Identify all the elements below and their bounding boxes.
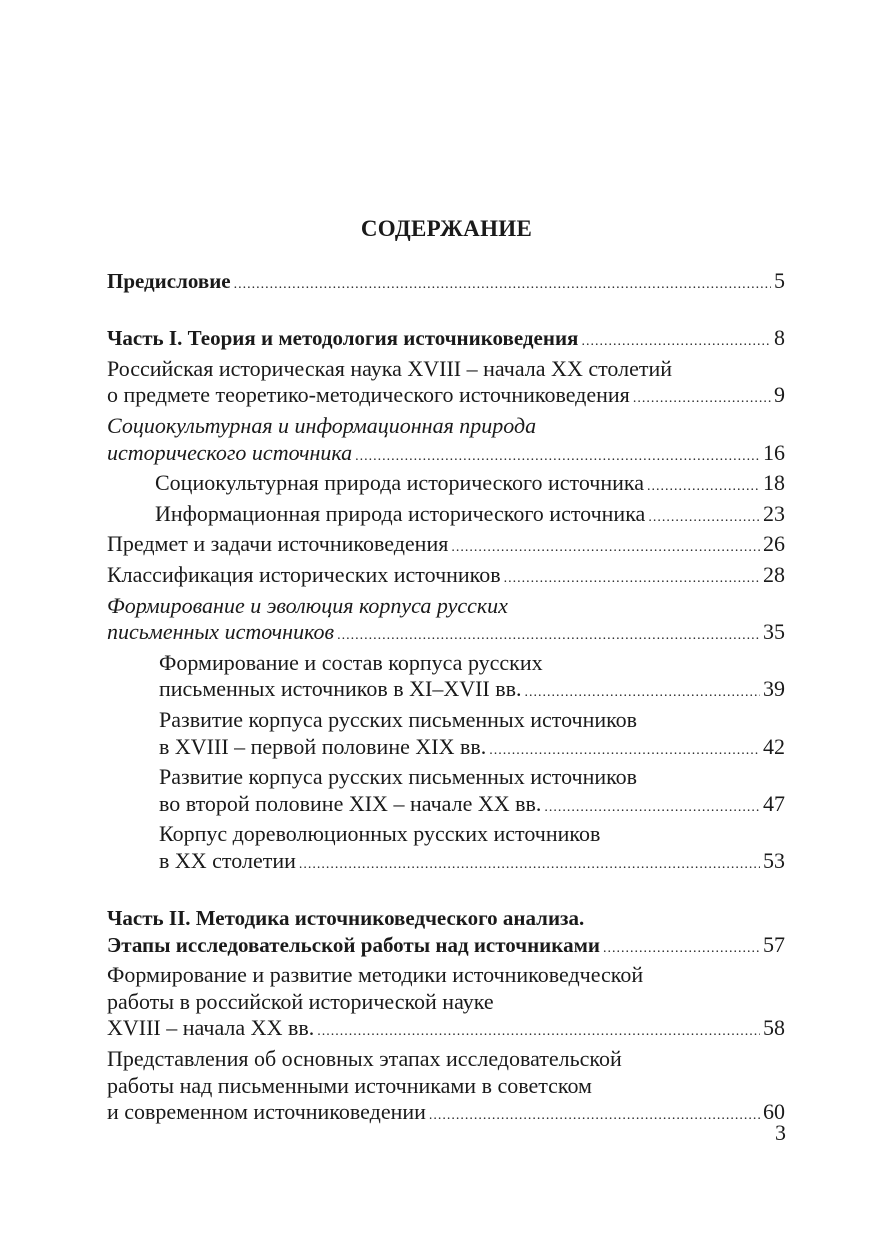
dot-leader — [633, 386, 771, 413]
dot-leader — [647, 474, 760, 501]
toc-entry-title: Формирование и состав корпуса русских — [159, 649, 543, 675]
dot-leader — [581, 329, 771, 356]
toc-entry-title: Часть II. Методика источниковедческого анализа. — [107, 906, 585, 931]
toc-entry-title-cont: XVIII – начала XX вв. — [107, 1015, 315, 1041]
toc-entry-title: Развитие корпуса русских письменных источников — [159, 764, 638, 790]
toc-entry-part-1[interactable] — [107, 325, 785, 356]
toc-entry-preface[interactable] — [107, 268, 785, 299]
dot-leader — [603, 936, 760, 963]
toc-entry-part-2[interactable] — [107, 905, 785, 962]
toc-entry-title-cont: и современном источниковедении — [107, 1099, 426, 1125]
toc-subentry-xviii-xix[interactable] — [107, 707, 785, 764]
dot-leader — [544, 795, 760, 822]
dot-leader — [504, 566, 760, 593]
toc-entry-title: Российская историческая наука XVIII – начала XX столетий — [107, 355, 673, 381]
toc-subentry-xix-xx[interactable] — [107, 764, 785, 821]
toc-entry-title: Предисловие — [107, 269, 231, 293]
toc-entry-title: Часть I. Теория и методология источниковедения — [107, 326, 579, 351]
toc-entry-title: Предмет и задачи источниковедения — [107, 531, 449, 557]
page-title: СОДЕРЖАНИЕ — [360, 216, 533, 241]
dot-leader — [337, 623, 760, 650]
toc-page-number: 53 — [763, 847, 785, 873]
dot-leader — [525, 680, 760, 707]
toc-subentry-informational[interactable] — [107, 501, 785, 532]
toc-entry-title: Классификация исторических источников — [107, 561, 501, 587]
page-folio-number: 3 — [775, 1120, 786, 1145]
toc-entry-russian-historical-science[interactable] — [107, 356, 785, 413]
toc-entry-title-cont: исторического источника — [107, 439, 353, 465]
toc-entry-title: Корпус дореволюционных русских источников — [159, 821, 601, 847]
dot-leader — [234, 272, 771, 299]
toc-entry-title-cont: работы в российской исторической науке — [107, 988, 494, 1014]
toc-page-number: 42 — [763, 733, 785, 759]
toc-page-number: 39 — [763, 676, 785, 702]
toc-subentry-sociocultural[interactable] — [107, 470, 785, 501]
toc-subentry-xx-century[interactable] — [107, 821, 785, 878]
dot-leader — [429, 1103, 760, 1130]
toc-page-number: 8 — [774, 325, 785, 351]
toc-entry-sociocultural-nature[interactable] — [107, 413, 785, 470]
toc-entry-corpus-formation[interactable] — [107, 593, 785, 650]
toc-subentry-xi-xvii[interactable] — [107, 650, 785, 707]
toc-entry-title-cont: в XX столетии — [159, 847, 296, 873]
toc-entry-title: Представления об основных этапах исследовательской — [107, 1046, 622, 1072]
toc-entry-title: Формирование и развитие методики источниковедческой — [107, 962, 644, 988]
toc-entry-classification[interactable] — [107, 562, 785, 593]
toc-page-number: 26 — [763, 531, 785, 557]
toc-page-number: 18 — [763, 470, 785, 496]
toc-entry-title-cont: работы над письменными источниками в советском — [107, 1072, 592, 1098]
toc-page-number: 5 — [774, 268, 785, 293]
dot-leader — [299, 852, 760, 879]
toc-entry-title: Социокультурная и информационная природа — [107, 412, 537, 438]
toc-entry-title: Информационная природа исторического источника — [155, 500, 646, 526]
toc-page-number: 57 — [763, 931, 785, 957]
toc-entry-title: Развитие корпуса русских письменных источников — [159, 706, 638, 732]
dot-leader — [451, 535, 760, 562]
toc-page-number: 60 — [763, 1099, 785, 1125]
toc-entry-title: Социокультурная природа исторического источника — [155, 470, 645, 496]
toc-entry-title: Формирование и эволюция корпуса русских — [107, 592, 508, 618]
toc-entry-research-stages[interactable] — [107, 1046, 785, 1130]
toc-entry-subject-and-tasks[interactable] — [107, 531, 785, 562]
toc-page-number: 9 — [774, 382, 785, 408]
toc-entry-title-cont: письменных источников — [107, 619, 335, 645]
toc-entry-title-cont: во второй половине XIX – начале XX вв. — [159, 790, 542, 816]
dot-leader — [355, 444, 760, 471]
toc-entry-title-cont: о предмете теоретико-методического источниковедения — [107, 382, 630, 408]
toc-entry-title-cont: письменных источников в XI–XVII вв. — [159, 676, 522, 702]
toc-page-number: 47 — [763, 790, 785, 816]
toc-entry-title-cont: в XVIII – первой половине XIX вв. — [159, 733, 487, 759]
toc-page-number: 23 — [763, 500, 785, 526]
toc-page-number: 58 — [763, 1015, 785, 1041]
toc-page-number: 35 — [763, 619, 785, 645]
toc-entry-methodology-development[interactable] — [107, 962, 785, 1046]
toc-page-number: 28 — [763, 561, 785, 587]
dot-leader — [317, 1019, 760, 1046]
dot-leader — [648, 505, 760, 532]
toc-entry-title-cont: Этапы исследовательской работы над источниками — [107, 932, 600, 957]
toc-page-number: 16 — [763, 439, 785, 465]
dot-leader — [489, 738, 760, 765]
table-of-contents — [107, 268, 785, 1130]
